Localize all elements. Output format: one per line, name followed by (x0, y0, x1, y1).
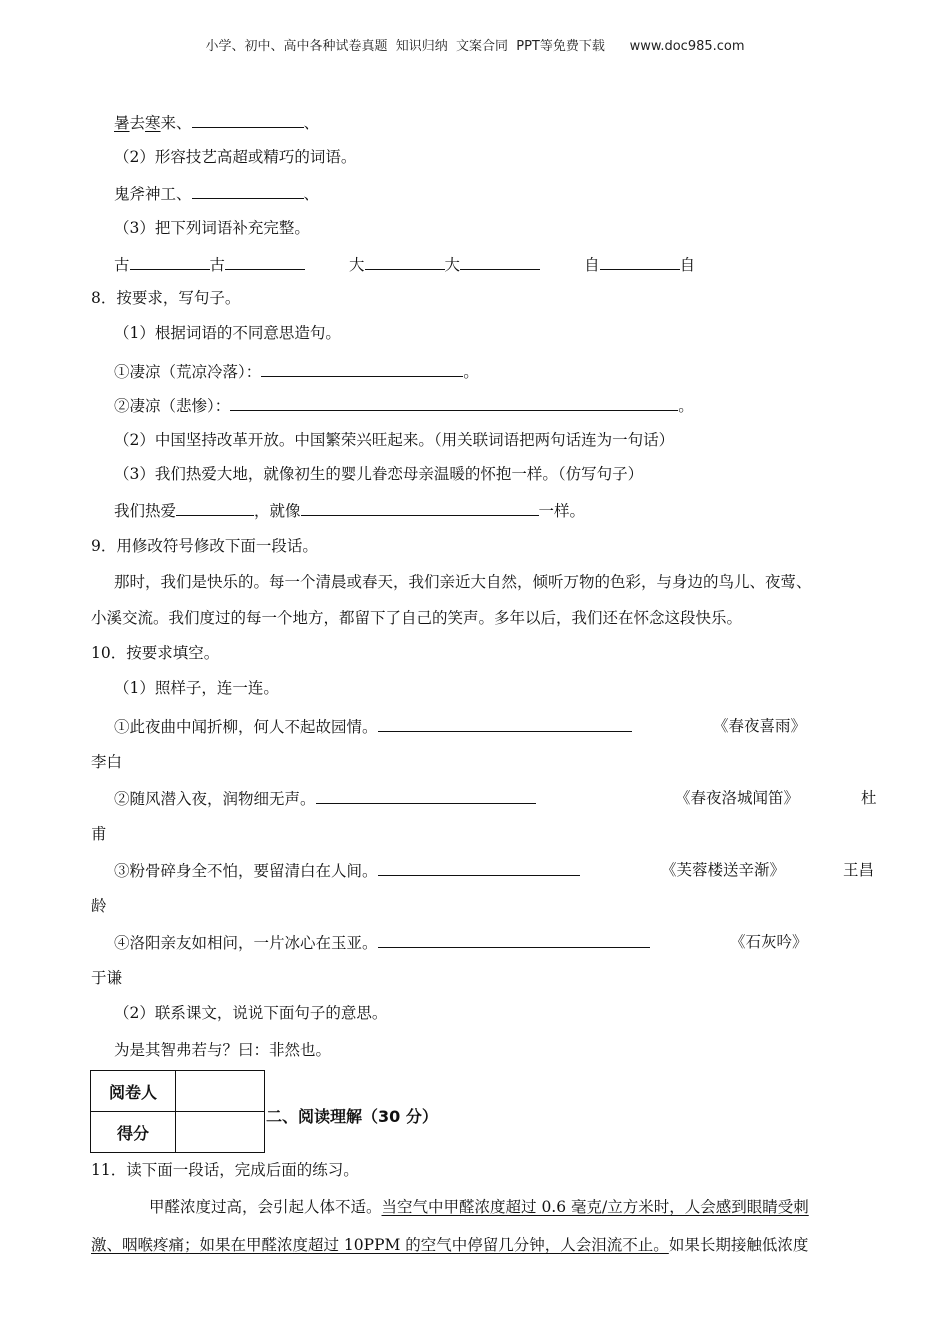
word: 自 (679, 256, 696, 274)
poem-title: 《春夜喜雨》 (713, 717, 807, 735)
punct: 、 (303, 185, 320, 203)
word: 自 (584, 256, 600, 274)
q7-line2 (114, 183, 319, 204)
poet-name: 李白 (91, 753, 123, 771)
poem-title: 《芙蓉楼送辛渐》 (661, 861, 786, 879)
poet-name-cont: 龄 (91, 897, 107, 915)
q8-item2 (114, 395, 694, 416)
q11-title: 11．读下面一段话，完成后面的练习。 (91, 1161, 359, 1179)
q9-paragraph-line1: 那时，我们是快乐的。每一个清晨或春天，我们亲近大自然，倾听万物的色彩，与身边的鸟儿、夜莺、 (114, 573, 812, 591)
q9-paragraph-line2: 小溪交流。我们度过的每一个地方，都留下了自己的笑声。多年以后，我们还在怀念这段快乐。 (91, 609, 743, 627)
poet-name: 杜 (861, 789, 877, 807)
item-label: ②凄凉（悲惨）： (114, 397, 231, 415)
answer-blank[interactable] (192, 183, 304, 199)
q8-imitation (114, 500, 585, 521)
q7-fill-row (114, 254, 695, 275)
word: 大 (444, 256, 461, 274)
word: 古 (209, 256, 226, 274)
answer-blank[interactable] (192, 112, 304, 128)
punct: 。 (463, 363, 479, 381)
q10-row4 (114, 932, 650, 953)
score-cell[interactable] (176, 1112, 265, 1153)
char-underlined: 暑 (114, 114, 130, 132)
q10-part1: （1）照样子，连一连。 (114, 679, 279, 697)
q7-part3: （3）把下列词语补充完整。 (114, 219, 310, 237)
q8-item1 (114, 361, 479, 382)
sentence: 如果长期接触低浓度 (668, 1236, 809, 1254)
q11-paragraph-line2 (91, 1235, 808, 1255)
char: 来、 (160, 114, 192, 132)
answer-blank[interactable] (225, 254, 305, 270)
score-table (90, 1070, 265, 1153)
q8-part3: （3）我们热爱大地，就像初生的婴儿眷恋母亲温暖的怀抱一样。（仿写句子） (114, 465, 644, 483)
punct: 。 (678, 397, 694, 415)
poet-name: 王昌 (843, 861, 875, 879)
q10-part2: （2）联系课文，说说下面句子的意思。 (114, 1004, 388, 1022)
answer-blank[interactable] (378, 932, 650, 948)
answer-blank[interactable] (378, 716, 632, 732)
poet-name: 于谦 (91, 969, 123, 987)
section-heading: 二、阅读理解（30 分） (266, 1107, 438, 1126)
q10-quote: 为是其智弗若与？曰：非然也。 (114, 1041, 332, 1059)
sentence-part: 我们热爱 (114, 502, 177, 520)
idiom: 鬼斧神工、 (114, 185, 192, 203)
poem-title: 《石灰吟》 (730, 933, 808, 951)
sentence-part: 一样。 (538, 502, 586, 520)
punct: 、 (303, 114, 320, 132)
answer-blank[interactable] (460, 254, 540, 270)
underlined-sentence: 激、咽喉疼痛；如果在甲醛浓度超过 10PPM 的空气中停留几分钟，人会泪流不止。 (91, 1236, 669, 1254)
poem-line: ②随风潜入夜，润物细无声。 (114, 790, 316, 808)
q11-paragraph-line1 (149, 1197, 809, 1217)
answer-blank[interactable] (378, 860, 580, 876)
q9-title: 9．用修改符号修改下面一段话。 (91, 537, 318, 555)
answer-blank[interactable] (261, 361, 463, 377)
sentence-part: ，就像 (254, 502, 301, 520)
char: 去 (129, 114, 146, 132)
q8-part2: （2）中国坚持改革开放。中国繁荣兴旺起来。（用关联词语把两句话连为一句话） (114, 431, 675, 449)
q7-line1 (114, 112, 319, 133)
poem-line: ③粉骨碎身全不怕，要留清白在人间。 (114, 862, 378, 880)
poem-title: 《春夜洛城闻笛》 (675, 789, 800, 807)
poem-line: ①此夜曲中闻折柳，何人不起故园情。 (114, 718, 378, 736)
page-header: 小学、初中、高中各种试卷真题 知识归纳 文案合同 PPT等免费下载 www.doc985.com (205, 39, 745, 54)
answer-blank[interactable] (365, 254, 445, 270)
word: 古 (114, 256, 130, 274)
score-label: 得分 (91, 1112, 176, 1153)
underlined-sentence: 当空气中甲醛浓度超过 0.6 毫克/立方米时，人会感到眼睛受刺 (381, 1198, 809, 1216)
item-label: ①凄凉（荒凉冷落）： (114, 363, 262, 381)
q10-row2 (114, 788, 536, 809)
q10-title: 10．按要求填空。 (91, 644, 220, 662)
word: 大 (349, 256, 365, 274)
q10-row1 (114, 716, 632, 737)
sentence: 甲醛浓度过高，会引起人体不适。 (149, 1198, 382, 1216)
q8-part1: （1）根据词语的不同意思造句。 (114, 324, 341, 342)
reviewer-cell[interactable] (176, 1071, 265, 1112)
answer-blank[interactable] (301, 500, 539, 516)
reviewer-label: 阅卷人 (91, 1071, 176, 1112)
answer-blank[interactable] (230, 395, 678, 411)
poet-name-cont: 甫 (91, 825, 107, 843)
answer-blank[interactable] (176, 500, 254, 516)
q7-part2: （2）形容技艺高超或精巧的词语。 (114, 148, 357, 166)
answer-blank[interactable] (130, 254, 210, 270)
poem-line: ④洛阳亲友如相问，一片冰心在玉亚。 (114, 934, 378, 952)
q8-title: 8．按要求，写句子。 (91, 289, 241, 307)
char-underlined: 寒 (145, 114, 161, 132)
answer-blank[interactable] (316, 788, 536, 804)
answer-blank[interactable] (600, 254, 680, 270)
q10-row3 (114, 860, 580, 881)
